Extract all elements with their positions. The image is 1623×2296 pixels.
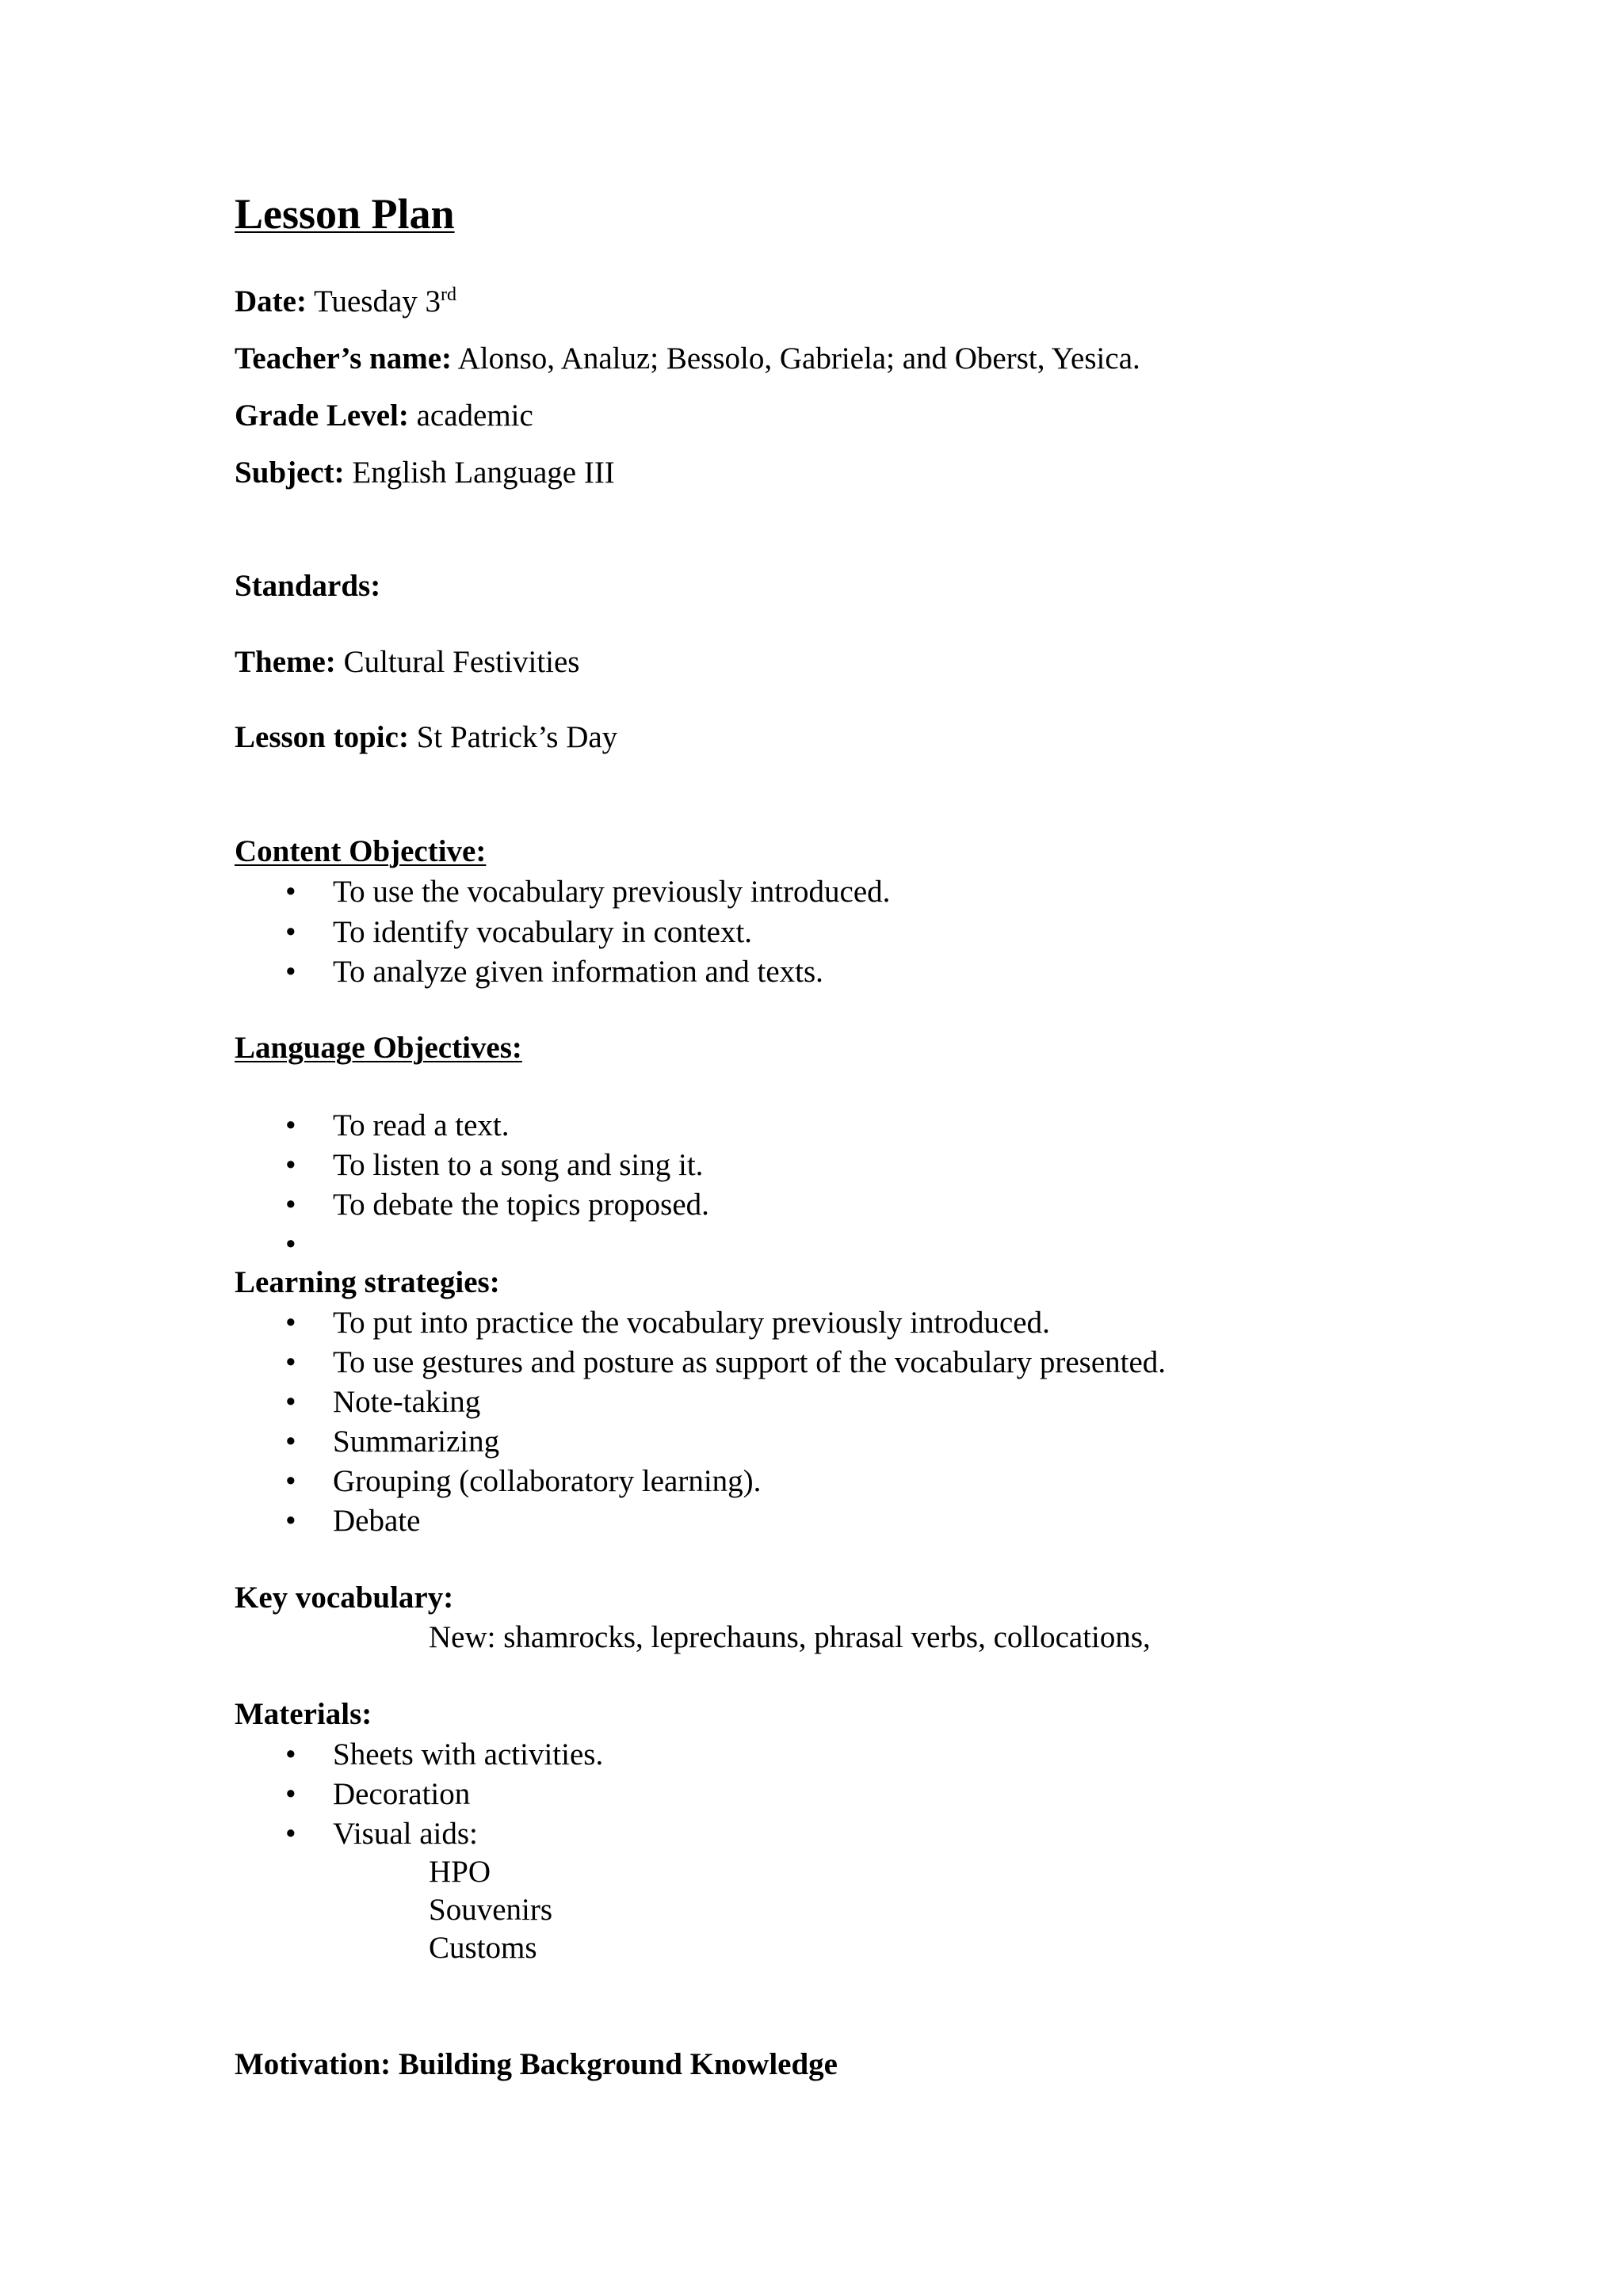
bullet: •: [285, 955, 296, 989]
bullet: •: [285, 1227, 296, 1261]
list-item: To use the vocabulary previously introduced.: [333, 875, 891, 909]
theme-label: Theme:: [235, 645, 336, 679]
bullet: •: [285, 1385, 296, 1419]
bullet: •: [285, 875, 296, 909]
bullet: •: [285, 1737, 296, 1772]
date-suffix: rd: [441, 284, 456, 305]
subject-label: Subject:: [235, 456, 345, 490]
date-line: [235, 282, 456, 322]
list-item: To read a text.: [333, 1108, 510, 1142]
list-item: To put into practice the vocabulary previously introduced.: [333, 1306, 1050, 1340]
bullet: •: [285, 1306, 296, 1340]
bullet: •: [285, 915, 296, 949]
date-value: Tuesday 3: [314, 284, 441, 318]
bullet: •: [285, 1188, 296, 1222]
lesson-topic-label: Lesson topic:: [235, 720, 409, 754]
teacher-label: Teacher’s name:: [235, 341, 453, 376]
key-vocabulary-value: New: shamrocks, leprechauns, phrasal verbs, collocations,: [429, 1620, 1151, 1654]
visual-aid-item: Customs: [429, 1931, 537, 1965]
bullet: •: [285, 1108, 296, 1142]
lesson-topic-value: St Patrick’s Day: [416, 720, 618, 754]
motivation-heading: Motivation: Building Background Knowledge: [235, 2047, 838, 2081]
list-item: Debate: [333, 1504, 421, 1538]
language-objectives-heading: Language Objectives:: [235, 1031, 522, 1065]
bullet: •: [285, 1817, 296, 1851]
list-item: To analyze given information and texts.: [333, 955, 823, 989]
materials-heading: Materials:: [235, 1697, 372, 1731]
grade-value: academic: [416, 399, 533, 433]
bullet: •: [285, 1777, 296, 1811]
subject-value: English Language III: [352, 456, 615, 490]
list-item: Visual aids:: [333, 1817, 478, 1851]
subject-line: [235, 453, 615, 493]
list-item: To debate the topics proposed.: [333, 1188, 709, 1222]
content-objective-heading: Content Objective:: [235, 834, 487, 868]
bullet: •: [285, 1148, 296, 1182]
bullet: •: [285, 1345, 296, 1379]
bullet: •: [285, 1504, 296, 1538]
visual-aid-item: HPO: [429, 1855, 491, 1889]
standards-label: Standards:: [235, 569, 381, 603]
teacher-line: [235, 339, 1140, 379]
learning-strategies-heading: Learning strategies:: [235, 1265, 500, 1299]
bullet: •: [285, 1464, 296, 1498]
list-item: Sheets with activities.: [333, 1737, 604, 1772]
list-item: Decoration: [333, 1777, 471, 1811]
lesson-topic-line: [235, 718, 617, 757]
list-item: To identify vocabulary in context.: [333, 915, 753, 949]
grade-label: Grade Level:: [235, 399, 409, 433]
grade-line: [235, 396, 533, 436]
date-label: Date:: [235, 284, 307, 318]
list-item: Note-taking: [333, 1385, 481, 1419]
theme-line: [235, 643, 579, 682]
page-title: Lesson Plan: [235, 190, 455, 238]
list-item: To use gestures and posture as support of the vocabulary presented.: [333, 1345, 1167, 1379]
list-item: Grouping (collaboratory learning).: [333, 1464, 762, 1498]
list-item: Summarizing: [333, 1425, 500, 1459]
key-vocabulary-heading: Key vocabulary:: [235, 1581, 454, 1615]
visual-aid-item: Souvenirs: [429, 1893, 552, 1927]
teacher-value: Alonso, Analuz; Bessolo, Gabriela; and Oberst, Yesica.: [457, 341, 1140, 376]
list-item: To listen to a song and sing it.: [333, 1148, 704, 1182]
theme-value: Cultural Festivities: [343, 645, 580, 679]
bullet: •: [285, 1425, 296, 1459]
